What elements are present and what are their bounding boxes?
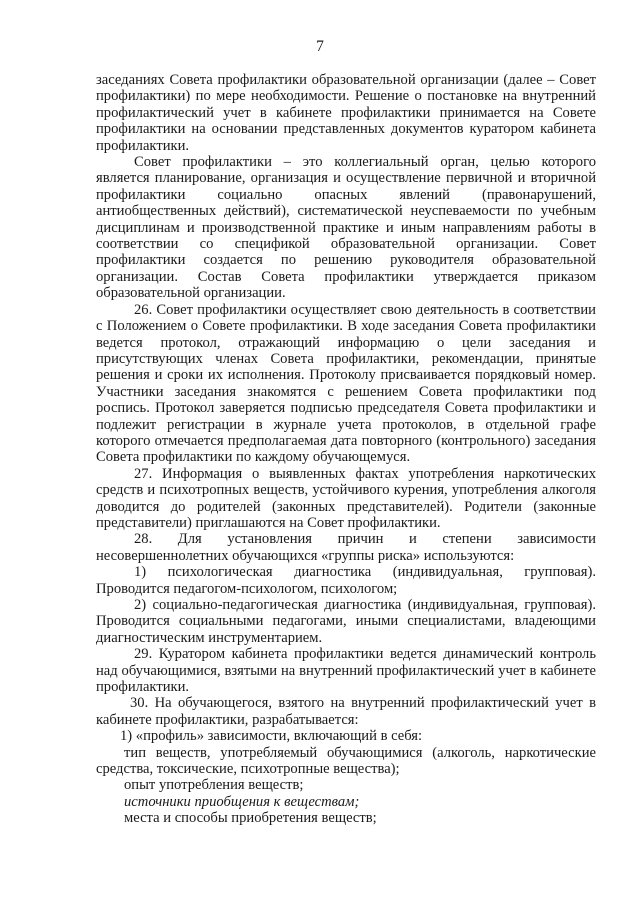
paragraph-council-definition: Совет профилактики – это коллегиальный орган, целью которого является планирование, организация и осуществление первичной и вторичной профилактики социально опасных явлений (правонарушений, антиобщественных действий), систематической неуспеваемости по учебным дисциплинам и производственной практике и иным направлениям работы в соответствии со спецификой образовательной организации. Совет профилактики создается по решению руководителя образовательной организации. Состав Совета профилактики утверждается приказом образовательной организации. <box>96 154 596 302</box>
paragraph-council-meetings: заседаниях Совета профилактики образовательной организации (далее – Совет профилактики) по мере необходимости. Решение о постановке на внутренний профилактический учет в кабинете профилактики принимается на Совете профилактики на основании представленных документов куратором кабинета профилактики. <box>96 72 596 154</box>
paragraph-item-26: 26. Совет профилактики осуществляет свою деятельность в соответствии с Положением о Совете профилактики. В ходе заседания Совета профилактики ведется протокол, отражающий информацию о цели заседания и присутствующих членах Совета профилактики, рекомендации, принятые решения и сроки их исполнения. Протоколу присваивается порядковый номер. Участники заседания знакомятся с решением Совета профилактики под роспись. Протокол заверяется подписью председателя Совета профилактики и подлежит регистрации в журнале учета протоколов, в отдельной графе которого отмечается предполагаемая дата повторного (контрольного) заседания Совета профилактики по каждому обучающемуся. <box>96 301 596 466</box>
paragraph-item-30: 30. На обучающегося, взятого на внутренний профилактический учет в кабинете профилактики, разрабатывается: <box>96 695 596 728</box>
page-number: 7 <box>316 38 324 55</box>
paragraph-usage-experience: опыт употребления веществ; <box>124 777 304 794</box>
paragraph-item-29: 29. Куратором кабинета профилактики ведется динамический контроль над обучающимися, взятыми на внутренний профилактический учет в кабинете профилактики. <box>96 646 596 696</box>
paragraph-sources: источники приобщения к веществам; <box>124 793 360 810</box>
paragraph-substance-type: тип веществ, употребляемый обучающимися (алкоголь, наркотические средства, токсические, психотропные вещества); <box>96 744 596 778</box>
paragraph-places-methods: места и способы приобретения веществ; <box>124 810 377 827</box>
paragraph-item-28-2: 2) социально-педагогическая диагностика (индивидуальная, групповая). Проводится социальными педагогами, иными специалистами, владеющими диагностическим инструментарием. <box>96 597 596 646</box>
paragraph-item-27: 27. Информация о выявленных фактах употребления наркотических средств и психотропных веществ, устойчивого курения, употребления алкоголя доводится до родителей (законных представителей). Родители (законные представители) приглашаются на Совет профилактики. <box>96 465 596 531</box>
paragraph-item-28: 28. Для установления причин и степени зависимости несовершеннолетних обучающихся «группы риска» используются: <box>96 531 596 564</box>
document-body <box>96 72 596 827</box>
paragraph-item-30-1: 1) «профиль» зависимости, включающий в себя: <box>120 728 423 745</box>
paragraph-item-28-1: 1) психологическая диагностика (индивидуальная, групповая). Проводится педагогом-психологом, психологом; <box>96 564 596 597</box>
